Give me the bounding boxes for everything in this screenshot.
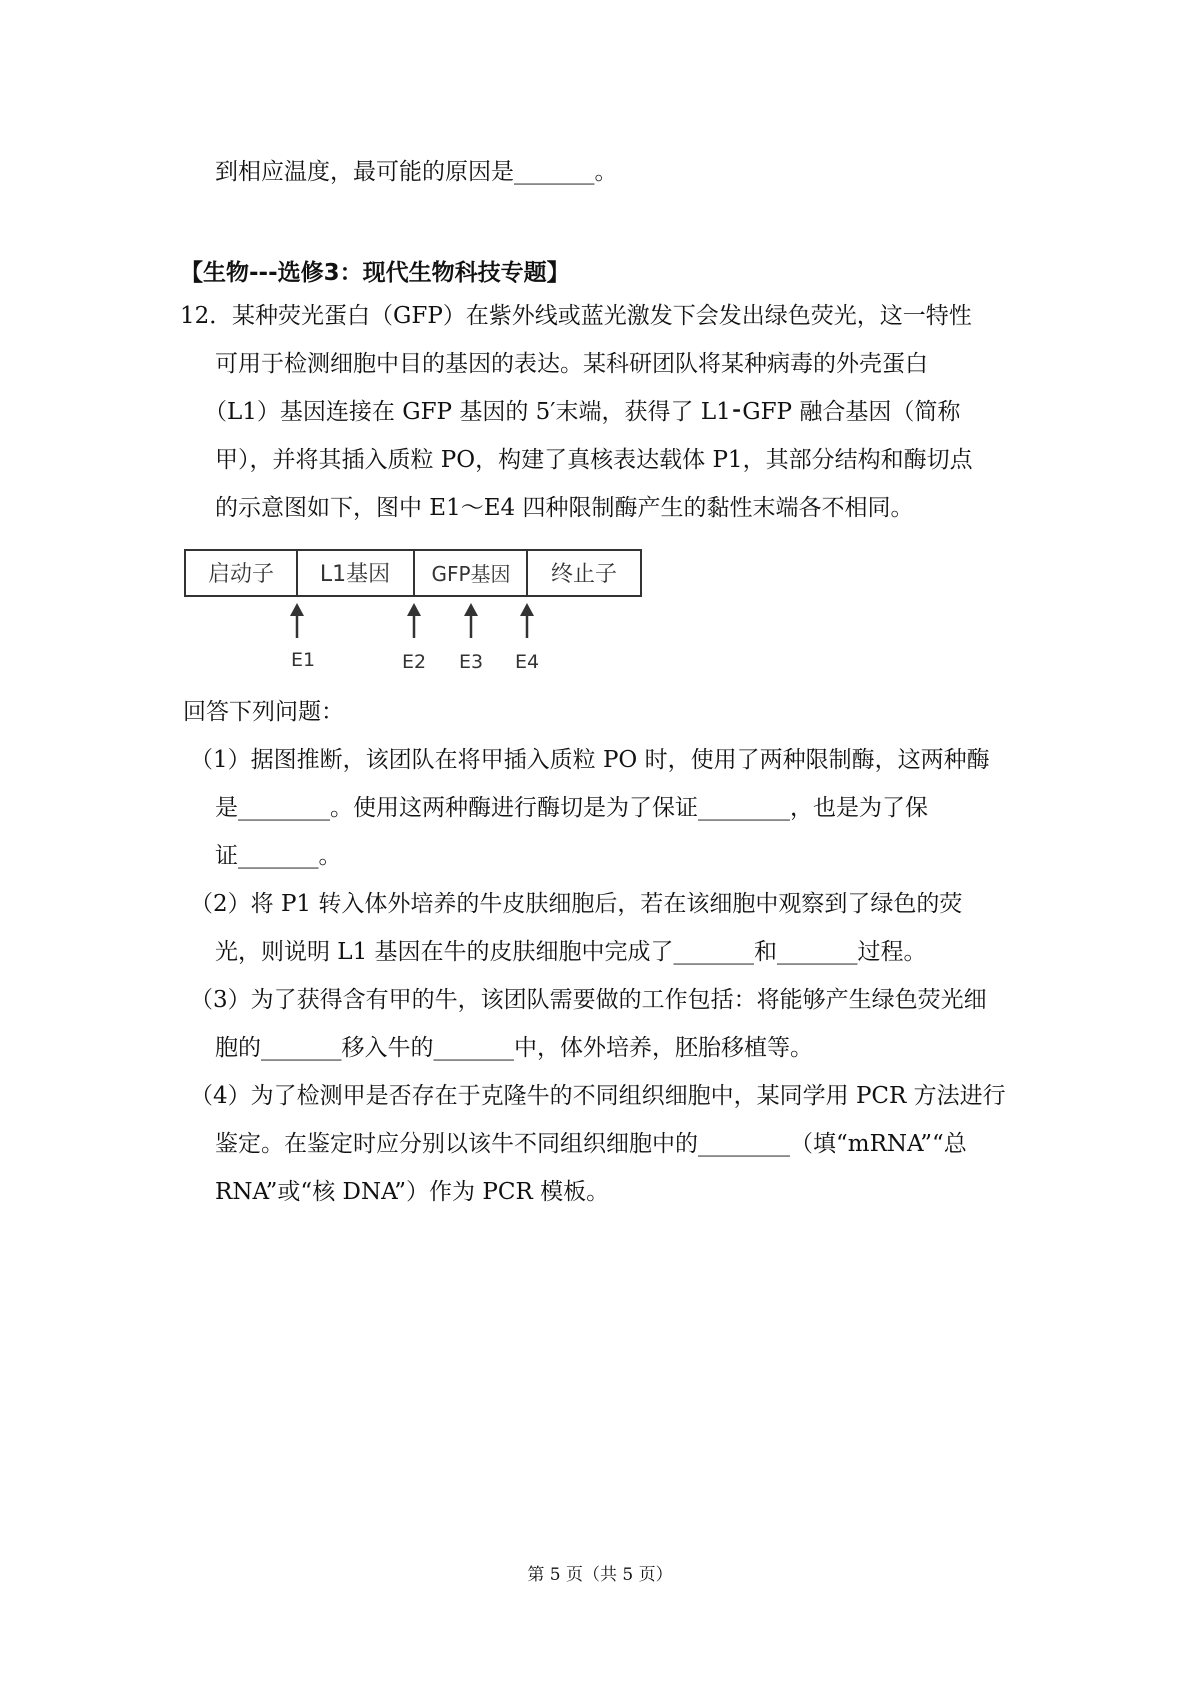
site-e3-label: E3	[458, 651, 484, 673]
site-e4-arrow	[520, 603, 534, 638]
site-e4-label: E4	[514, 651, 540, 673]
question-intro-line: 可用于检测细胞中目的基因的表达。某科研团队将某种病毒的外壳蛋白	[215, 351, 928, 377]
page-footer: 第 5 页（共 5 页）	[527, 1565, 673, 1585]
question-intro-line: 甲），并将其插入质粒 PO，构建了真核表达载体 P1，其部分结构和酶切点	[215, 447, 973, 473]
subquestion-1-line: 证_______。	[215, 843, 342, 869]
question-intro-line: （L1）基因连接在 GFP 基因的 5′末端，获得了 L1⁃GFP 融合基因（简称	[204, 399, 961, 425]
site-e2-arrow	[407, 603, 421, 638]
question-number: 12．	[180, 303, 233, 329]
subquestion-4-line: RNA”或“核 DNA”）作为 PCR 模板。	[215, 1179, 610, 1205]
continuation-line: 到相应温度，最可能的原因是_______。	[215, 159, 618, 185]
site-e2-label: E2	[401, 651, 427, 673]
site-e1-arrow	[290, 603, 304, 638]
subquestion-3-line: 胞的_______移入牛的_______中，体外培养，胚胎移植等。	[215, 1035, 813, 1061]
subquestion-4-line: （4）为了检测甲是否存在于克隆牛的不同组织细胞中，某同学用 PCR 方法进行	[190, 1083, 1006, 1109]
answer-prompt: 回答下列问题：	[183, 699, 344, 725]
subquestion-2-line: （2）将 P1 转入体外培养的牛皮肤细胞后，若在该细胞中观察到了绿色的荧	[190, 891, 963, 917]
question-intro-line: 某种荧光蛋白（GFP）在紫外线或蓝光激发下会发出绿色荧光，这一特性	[232, 303, 972, 329]
subquestion-2-line: 光，则说明 L1 基因在牛的皮肤细胞中完成了_______和_______过程。	[215, 939, 927, 965]
subquestion-4-line: 鉴定。在鉴定时应分别以该牛不同组织细胞中的________（填“mRNA”“总	[215, 1131, 967, 1157]
segment-promoter-label: 启动子	[207, 562, 275, 587]
segment-l1-gene-label: L1基因	[319, 562, 391, 587]
subquestion-1-line: 是________。使用这两种酶进行酶切是为了保证________，也是为了保	[215, 795, 928, 821]
subquestion-3-line: （3）为了获得含有甲的牛，该团队需要做的工作包括：将能够产生绿色荧光细	[190, 987, 987, 1013]
gene-construct-diagram	[183, 548, 643, 688]
section-heading: 【生物---选修3：现代生物科技专题】	[180, 260, 570, 286]
segment-terminator-label: 终止子	[550, 562, 618, 587]
subquestion-1-line: （1）据图推断，该团队在将甲插入质粒 PO 时，使用了两种限制酶，这两种酶	[190, 747, 990, 773]
site-e1-label: E1	[290, 649, 316, 671]
segment-gfp-gene-label: GFP基因	[431, 562, 511, 586]
question-intro-line: 的示意图如下，图中 E1～E4 四种限制酶产生的黏性末端各不相同。	[215, 495, 914, 521]
site-e3-arrow	[464, 603, 478, 638]
